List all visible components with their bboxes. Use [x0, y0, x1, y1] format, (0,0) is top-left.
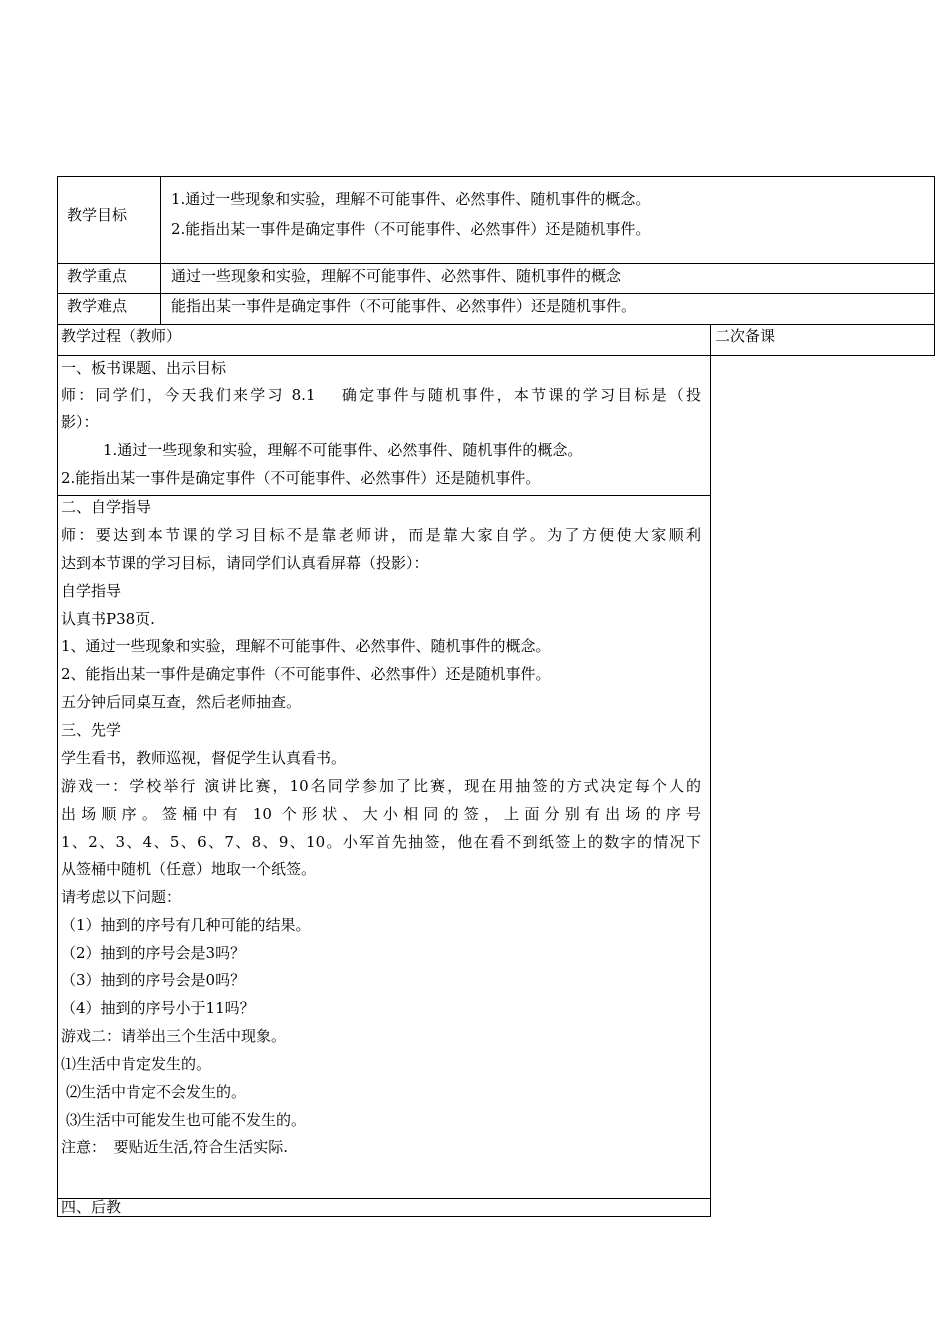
case-3: ⑶生活中可能发生也可能不发生的。: [66, 1111, 307, 1129]
section3-intro: 学生看书，教师巡视，督促学生认真看书。: [61, 749, 347, 767]
section-sep-2: [57, 1198, 711, 1199]
section1-goal-2: 2.能指出某一事件是确定事件（不可能事件、必然事件）还是随机事件。: [61, 469, 541, 487]
border-right-upper: [934, 176, 935, 356]
consider-questions: 请考虑以下问题：: [61, 888, 182, 906]
case-2: ⑵生活中肯定不会发生的。: [66, 1083, 247, 1101]
section1-title: 一、板书课题、出示目标: [61, 359, 227, 377]
border-top: [57, 176, 935, 177]
section2-teacher-line2: 达到本节课的学习目标，请同学们认真看屏幕（投影）：: [61, 554, 429, 572]
question-4: （4）抽到的序号小于11吗？: [61, 999, 255, 1017]
peer-check-note: 五分钟后同桌互查，然后老师抽查。: [61, 693, 302, 711]
game1-line-4: 从签桶中随机（任意）地取一个纸签。: [61, 860, 317, 878]
note-text: 注意： 要贴近生活,符合生活实际.: [61, 1138, 289, 1156]
self-study-guide-title: 自学指导: [61, 582, 122, 600]
game2-prompt: 游戏二：请举出三个生活中现象。: [61, 1027, 287, 1045]
read-book-instruction: 认真书P38页.: [61, 610, 155, 628]
row-sep-4: [57, 355, 935, 356]
border-left: [57, 176, 58, 1217]
difficulty-content: 能指出某一事件是确定事件（不可能事件、必然事件）还是随机事件。: [171, 297, 637, 315]
objectives-label: 教学目标: [67, 206, 128, 224]
process-header-left: 教学过程（教师）: [61, 327, 182, 345]
case-1: ⑴生活中肯定发生的。: [61, 1055, 212, 1073]
section1-teacher-line1: 师：同学们，今天我们来学习 8.1 确定事件与随机事件，本节课的学习目标是（投: [61, 386, 701, 404]
question-1: （1）抽到的序号有几种可能的结果。: [61, 916, 311, 934]
game1-line-2: 出场顺序。签桶中有 10 个形状、大小相同的签，上面分别有出场的序号: [61, 805, 701, 823]
section2-teacher-line1: 师：要达到本节课的学习目标不是靠老师讲，而是靠大家自学。为了方便使大家顺利: [61, 526, 701, 544]
guide-point-2: 2、能指出某一事件是确定事件（不可能事件、必然事件）还是随机事件。: [61, 665, 551, 683]
section1-goal-1: 1.通过一些现象和实验，理解不可能事件、必然事件、随机事件的概念。: [103, 441, 583, 459]
row-sep-2: [57, 293, 935, 294]
objective-item-1: 1.通过一些现象和实验，理解不可能事件、必然事件、随机事件的概念。: [171, 190, 651, 208]
process-divider: [710, 324, 711, 1217]
question-3: （3）抽到的序号会是0吗？: [61, 971, 246, 989]
label-divider: [160, 176, 161, 325]
row-sep-3: [57, 324, 935, 325]
border-bottom: [57, 1216, 711, 1217]
objective-item-2: 2.能指出某一事件是确定事件（不可能事件、必然事件）还是随机事件。: [171, 220, 651, 238]
key-point-content: 通过一些现象和实验，理解不可能事件、必然事件、随机事件的概念: [171, 267, 622, 285]
game1-line-1: 游戏一：学校举行 演讲比赛，10名同学参加了比赛，现在用抽签的方式决定每个人的: [61, 777, 701, 795]
section-sep-1: [57, 495, 711, 496]
difficulty-label: 教学难点: [67, 297, 128, 315]
process-header-right: 二次备课: [715, 327, 776, 345]
section2-title: 二、自学指导: [61, 498, 152, 516]
game1-line-3: 1、2、3、4、5、6、7、8、9、10。小军首先抽签，他在看不到纸签上的数字的情况下: [61, 833, 701, 851]
section4-title: 四、后教: [61, 1198, 122, 1216]
row-sep-1: [57, 263, 935, 264]
section3-title: 三、先学: [61, 721, 122, 739]
guide-point-1: 1、通过一些现象和实验，理解不可能事件、必然事件、随机事件的概念。: [61, 637, 551, 655]
question-2: （2）抽到的序号会是3吗？: [61, 944, 246, 962]
section1-teacher-line2: 影）：: [61, 413, 99, 431]
key-point-label: 教学重点: [67, 267, 128, 285]
